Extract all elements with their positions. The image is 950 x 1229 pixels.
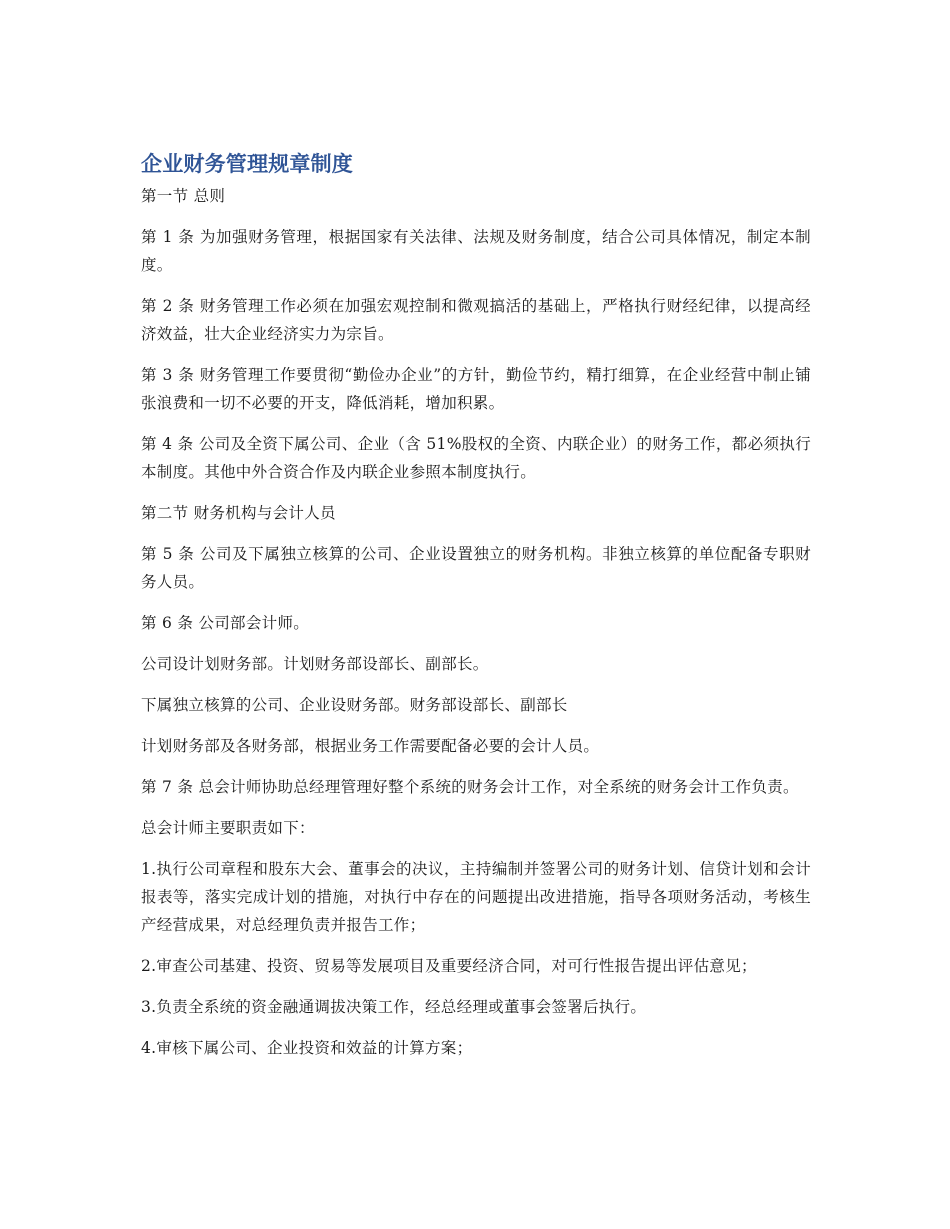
duty-item-4: 4.审核下属公司、企业投资和效益的计算方案； [141, 1039, 473, 1057]
article-1: 第 1 条 为加强财务管理，根据国家有关法律、法规及财务制度，结合公司具体情况，制定本制度。 [141, 228, 811, 274]
document-title: 企业财务管理规章制度 [141, 152, 353, 176]
duty-item-1: 1.执行公司章程和股东大会、董事会的决议，主持编制并签署公司的财务计划、信贷计划和会计报表等，落实完成计划的措施，对执行中存在的问题提出改进措施，指导各项财务活动，考核生产经营成果，对总经理负责并报告工作； [141, 860, 811, 934]
document-body [141, 148, 811, 1075]
section-heading: 第一节 总则 [141, 187, 226, 205]
duty-item-3: 3.负责全系统的资金融通调拔决策工作，经总经理或董事会签署后执行。 [141, 998, 647, 1016]
paragraph: 下属独立核算的公司、企业设财务部。财务部设部长、副部长 [141, 696, 568, 714]
article-2: 第 2 条 财务管理工作必须在加强宏观控制和微观搞活的基础上，严格执行财经纪律，以提高经济效益，壮大企业经济实力为宗旨。 [141, 297, 811, 343]
paragraph: 公司设计划财务部。计划财务部设部长、副部长。 [141, 655, 489, 673]
section-heading: 第二节 财务机构与会计人员 [141, 504, 336, 522]
article-5: 第 5 条 公司及下属独立核算的公司、企业设置独立的财务机构。非独立核算的单位配备专职财务人员。 [141, 545, 811, 591]
paragraph: 计划财务部及各财务部，根据业务工作需要配备必要的会计人员。 [141, 737, 600, 755]
article-6: 第 6 条 公司部会计师。 [141, 614, 310, 632]
duty-item-2: 2.审查公司基建、投资、贸易等发展项目及重要经济合同，对可行性报告提出评估意见； [141, 957, 757, 975]
article-7: 第 7 条 总会计师协助总经理管理好整个系统的财务会计工作，对全系统的财务会计工作负责。 [141, 778, 799, 796]
article-3: 第 3 条 财务管理工作要贯彻“勤俭办企业”的方针，勤俭节约，精打细算，在企业经营中制止铺张浪费和一切不必要的开支，降低消耗，增加积累。 [141, 366, 811, 412]
article-4: 第 4 条 公司及全资下属公司、企业（含 51%股权的全资、内联企业）的财务工作，都必须执行本制度。其他中外合资合作及内联企业参照本制度执行。 [141, 435, 811, 481]
paragraph: 总会计师主要职责如下： [141, 819, 315, 837]
